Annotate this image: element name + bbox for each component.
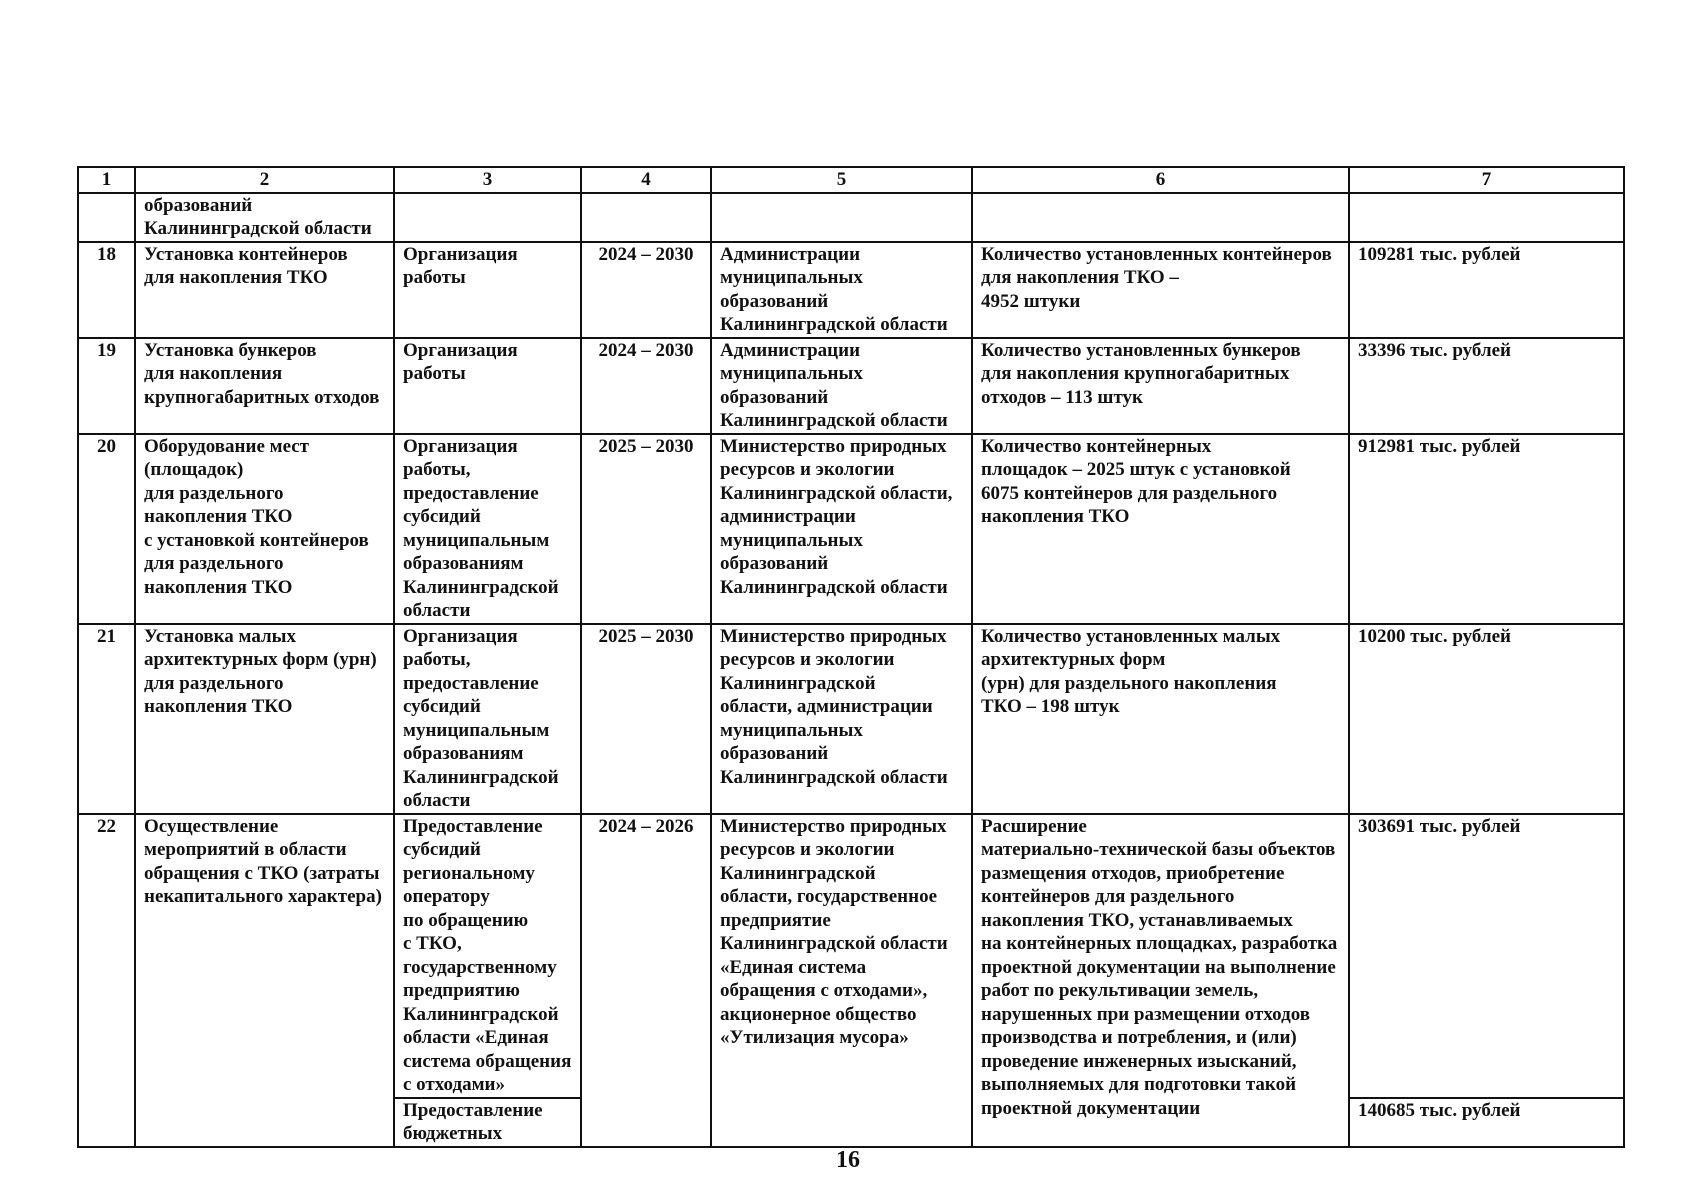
result-text: Количество контейнерных площадок – 2025 штук с установкой 6075 контейнеров для раздельного накопления ТКО: [981, 435, 1291, 527]
cell-executor: [711, 242, 972, 338]
cell-period: [581, 193, 711, 242]
cell-result: [972, 338, 1349, 434]
executor-text: Администрации муниципальных образований Калининградской области: [720, 243, 948, 335]
cell-result: [972, 624, 1349, 814]
cell-cost: 912981 тыс. рублей: [1349, 434, 1624, 624]
header-col-3: 3: [394, 167, 581, 193]
header-col-2: 2: [135, 167, 394, 193]
cell-result: [972, 242, 1349, 338]
cell-cost: 109281 тыс. рублей: [1349, 242, 1624, 338]
executor-text: Министерство природных ресурсов и экологии Калининградской области, государственное предприятие Калининградской области «Единая система обращения с отходами», акционерное общество «Утилизация мусора»: [720, 815, 948, 1048]
cell-num: [78, 193, 135, 242]
header-col-6: 6: [972, 167, 1349, 193]
header-row: [78, 167, 1624, 193]
table-row: [78, 624, 1624, 814]
table-row: [78, 338, 1624, 434]
mechanism-text: Организация работы, предоставление субсидий муниципальным образованиям Калининградской области: [403, 625, 559, 811]
cell-executor: [711, 193, 972, 242]
cell-measure: [135, 814, 394, 1147]
mechanism-text: Организация работы: [403, 339, 518, 384]
cell-num: 20: [78, 434, 135, 624]
cell-executor: [711, 338, 972, 434]
measures-table: [77, 166, 1625, 1148]
mechanism-text: Организация работы, предоставление субсидий муниципальным образованиям Калининградской области: [403, 435, 559, 621]
cell-measure: [135, 434, 394, 624]
cell-measure: [135, 242, 394, 338]
table-row-continuation: [78, 193, 1624, 242]
measure-text: Установка бункеров для накопления крупногабаритных отходов: [144, 339, 380, 408]
cell-result: [972, 434, 1349, 624]
header-col-1: 1: [78, 167, 135, 193]
result-text: Расширение материально-технической базы объектов размещения отходов, приобретение контейнеров для раздельного накопления ТКО, устанавливаемых на контейнерных площадках, разработка проектной документации на выполнение работ по рекультивации земель, нарушенных при размещении отходов производства и потребления, и (или) проведение инженерных изысканий, выполняемых для подготовки такой проектной документации: [981, 815, 1338, 1119]
cell-measure: [135, 624, 394, 814]
cell-period: 2024 – 2026: [581, 814, 711, 1147]
result-text: Количество установленных малых архитектурных форм (урн) для раздельного накопления ТКО – 198 штук: [981, 625, 1281, 717]
result-text: Количество установленных бункеров для накопления крупногабаритных отходов – 113 штук: [981, 339, 1301, 408]
cell-num: 18: [78, 242, 135, 338]
cell-period: 2024 – 2030: [581, 338, 711, 434]
cell-measure: [135, 193, 394, 242]
executor-text: Министерство природных ресурсов и экологии Калининградской области, администрации муниципальных образований Калининградской области: [720, 435, 953, 598]
cost-text: 303691 тыс. рублей: [1358, 815, 1521, 837]
cell-mechanism: [394, 193, 581, 242]
executor-text: Администрации муниципальных образований Калининградской области: [720, 339, 948, 431]
cell-num: 21: [78, 624, 135, 814]
mechanism-text: Предоставление субсидий региональному оператору по обращению с ТКО, государственному предприятию Калининградской области «Единая система обращения с отходами»: [403, 815, 572, 1095]
cell-period: 2024 – 2030: [581, 242, 711, 338]
executor-text: Министерство природных ресурсов и экологии Калининградской области, администрации муниципальных образований Калининградской области: [720, 625, 948, 788]
cell-cost: [1349, 814, 1624, 1147]
cell-mechanism: [394, 242, 581, 338]
measure-text: Осуществление мероприятий в области обращения с ТКО (затраты некапитального характера): [144, 815, 382, 907]
measure-text: Установка малых архитектурных форм (урн) для раздельного накопления ТКО: [144, 625, 377, 717]
cell-measure: [135, 338, 394, 434]
page-number: 16: [836, 1147, 860, 1173]
cell-period: 2025 – 2030: [581, 434, 711, 624]
table-row: [78, 242, 1624, 338]
cell-result: [972, 814, 1349, 1147]
cell-mechanism: [394, 624, 581, 814]
cell-cost: [1349, 193, 1624, 242]
header-col-7: 7: [1349, 167, 1624, 193]
table-row: [78, 434, 1624, 624]
measure-text: образований Калининградской области: [144, 194, 372, 239]
measure-text: Установка контейнеров для накопления ТКО: [144, 243, 348, 288]
cell-num: 19: [78, 338, 135, 434]
cell-executor: [711, 434, 972, 624]
header-col-4: 4: [581, 167, 711, 193]
cell-mechanism: [394, 338, 581, 434]
cell-mechanism: [394, 434, 581, 624]
mechanism-text-2: Предоставление бюджетных: [395, 1097, 580, 1146]
cell-cost: 33396 тыс. рублей: [1349, 338, 1624, 434]
mechanism-text: Организация работы: [403, 243, 518, 288]
cell-executor: [711, 814, 972, 1147]
cell-mechanism: [394, 814, 581, 1147]
cell-result: [972, 193, 1349, 242]
result-text: Количество установленных контейнеров для накопления ТКО – 4952 штуки: [981, 243, 1332, 312]
measure-text: Оборудование мест (площадок) для раздельного накопления ТКО с установкой контейнеров для раздельного накопления ТКО: [144, 435, 369, 598]
header-col-5: 5: [711, 167, 972, 193]
cell-period: 2025 – 2030: [581, 624, 711, 814]
cell-cost: 10200 тыс. рублей: [1349, 624, 1624, 814]
cost-text-2: 140685 тыс. рублей: [1350, 1097, 1623, 1123]
table-row: [78, 814, 1624, 1147]
cell-num: 22: [78, 814, 135, 1147]
cell-executor: [711, 624, 972, 814]
